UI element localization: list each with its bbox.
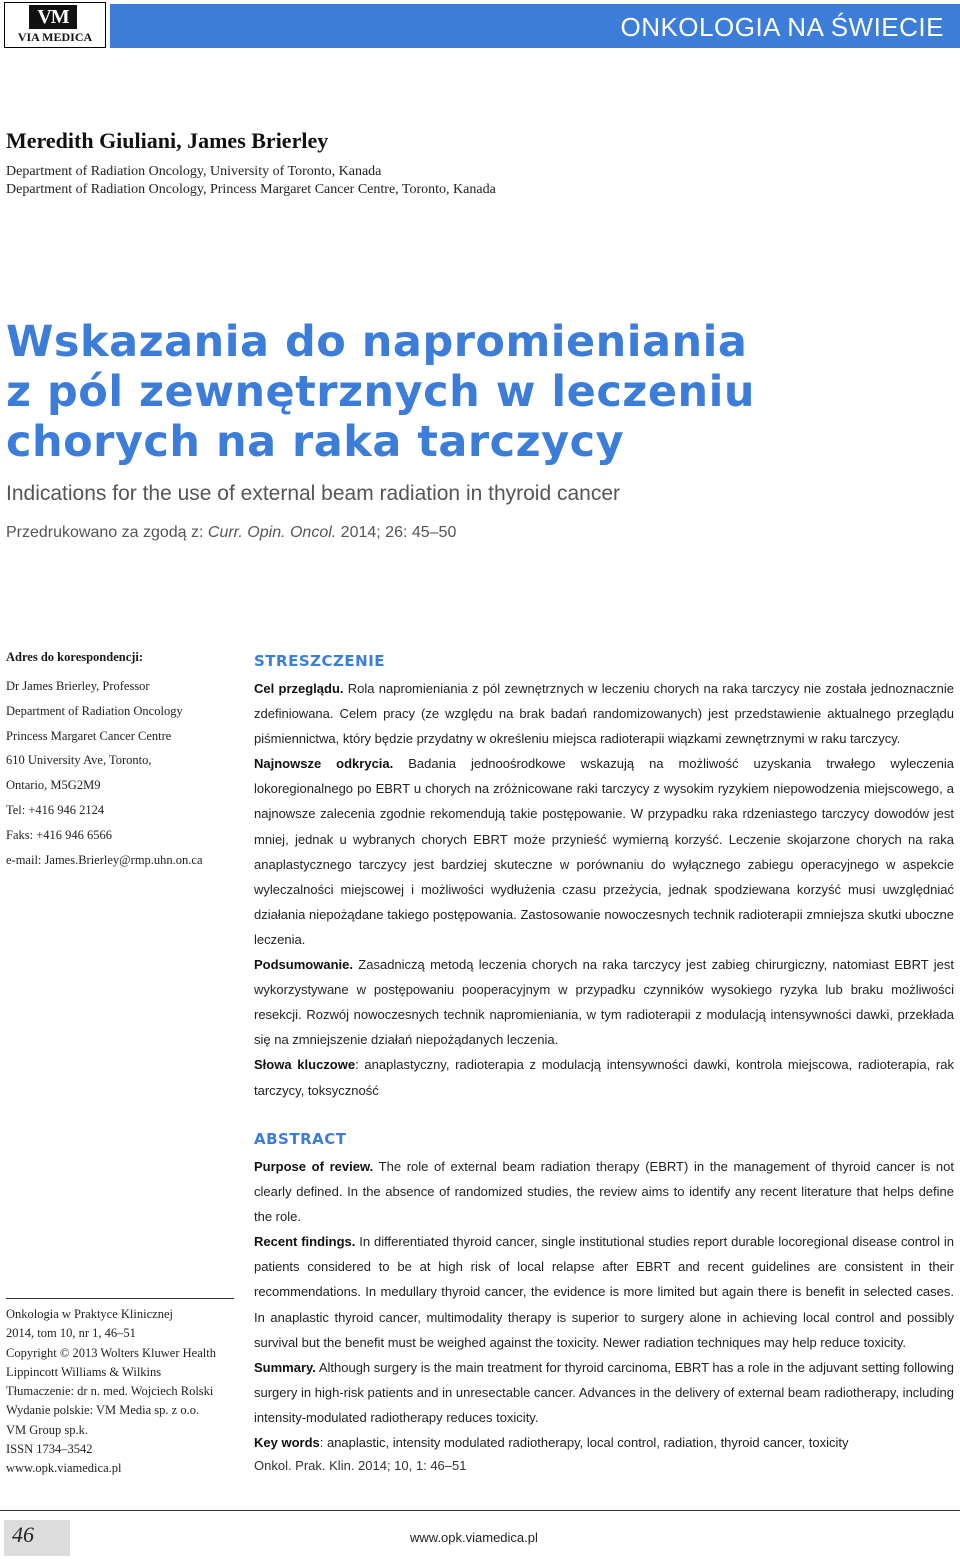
abstract-section	[254, 1130, 954, 1455]
publication-line: 2014, tom 10, nr 1, 46–51	[6, 1326, 136, 1341]
article-subtitle: Indications for the use of external beam radiation in thyroid cancer	[6, 482, 621, 505]
publication-line: ISSN 1734–3542	[6, 1442, 93, 1457]
correspondence-block	[6, 650, 231, 877]
abstract-paragraph: Purpose of review. The role of external beam radiation therapy (EBRT) in the management of thyroid cancer is not clearly defined. In the absence of randomized studies, the review aims to identify any recent literature that helps define the role.	[254, 1159, 954, 1225]
article-title-line: z pól zewnętrznych w leczeniu	[6, 367, 755, 417]
footer-url: www.opk.viamedica.pl	[410, 1530, 538, 1545]
via-medica-logo	[4, 2, 106, 48]
streszczenie-section	[254, 652, 954, 1103]
correspondence-heading: Adres do korespondencji:	[6, 650, 144, 664]
logo-text: VIA MEDICA	[17, 30, 93, 44]
article-title-line: chorych na raka tarczycy	[6, 417, 625, 467]
streszczenie-paragraph: Najnowsze odkrycia. Badania jednoośrodkowe wskazują na możliwość uzyskania trwałego wyleczenia lokoregionalnego po EBRT u chorych na zróżnicowane raki tarczycy z wysokim ryzykiem niepowodzenia miejscowego, a najnowsze zalecenia zgodnie rekomendują takie postępowanie. W przypadku raka rdzeniastego tarczycy dowodów jest mniej, jednak u wybranych chorych EBRT może przynieść wymierną korzyść. Leczenie skojarzone chorych na raka anaplastycznego tarczycy jest bardziej skuteczne w porównaniu do wyłącznego zabiegu operacyjnego w aspekcie wyleczalności miejscowej i możliwości wydłużenia czasu przeżycia, jednak spodziewana korzyść musi uwzględniać działania niepożądane takiego postępowania. Zastosowanie nowoczesnych technik radioterapii zmniejsza skutki uboczne leczenia.	[254, 756, 954, 947]
logo-mark: VM	[29, 5, 77, 29]
publication-line: Lippincott Williams & Wilkins	[6, 1364, 162, 1379]
affiliation: Department of Radiation Oncology, University of Toronto, Kanada	[6, 164, 382, 179]
publication-line: Copyright © 2013 Wolters Kluwer Health	[6, 1345, 216, 1360]
streszczenie-keywords: Słowa kluczowe: anaplastyczny, radioterapia z modulacją intensywności dawki, kontrola miejscowa, radioterapia, rak tarczycy, toksyczność	[254, 1057, 954, 1098]
reprint-note: Przedrukowano za zgodą z: Curr. Opin. Oncol. 2014; 26: 45–50	[6, 524, 457, 541]
correspondence-email: e-mail: James.Brierley@rmp.uhn.on.ca	[6, 852, 203, 867]
section-title: ONKOLOGIA NA ŚWIECIE	[620, 12, 944, 42]
abstract-heading: ABSTRACT	[254, 1130, 347, 1148]
page-header	[0, 0, 960, 50]
streszczenie-paragraph: Podsumowanie. Zasadniczą metodą leczenia chorych na raka tarczycy jest zabieg chirurgiczny, natomiast EBRT jest wykorzystywane w postępowaniu pooperacyjnym w przypadku czynników wysokiego ryzyka lub braku możliwości resekcji. Rozwój nowoczesnych technik napromieniania, w tym radioterapii z modulacją intensywności dawki, przekłada się na zmniejszenie działań niepożądanych leczenia.	[254, 957, 954, 1048]
publication-divider	[6, 1298, 234, 1299]
page-number-box	[4, 1520, 70, 1556]
correspondence-line: Princess Margaret Cancer Centre	[6, 728, 172, 743]
abstract-paragraph: Recent findings. In differentiated thyroid cancer, single institutional studies report durable locoregional disease control in patients considered to be at high risk of local relapse after EBRT and recent guidelines are consistent in their recommendations. In medullary thyroid cancer, the evidence is more limited but again there is benefit in selected cases. In anaplastic thyroid cancer, multimodality therapy is superior to surgery alone in achieving local control and possibly survival but the benefit must be weighed against the toxicity. Newer radiation techniques may help reduce toxicity.	[254, 1234, 954, 1350]
journal-citation: Onkol. Prak. Klin. 2014; 10, 1: 46–51	[254, 1458, 467, 1473]
article-title-line: Wskazania do napromieniania	[6, 317, 748, 367]
page-number: 46	[12, 1522, 34, 1547]
correspondence-line: Tel: +416 946 2124	[6, 802, 105, 817]
authors: Meredith Giuliani, James Brierley	[6, 128, 329, 153]
streszczenie-paragraph: Cel przeglądu. Rola napromieniania z pól zewnętrznych w leczeniu chorych na raka tarczycy nie została jednoznacznie zdefiniowana. Celem pracy (ze względu na brak badań randomizowanych) jest przedstawienie aktualnego przeglądu piśmiennictwa, który będzie przydatny w określeniu miejsca radioterapii wiązkami zewnętrznymi w raku tarczycy.	[254, 681, 954, 747]
publication-line: Onkologia w Praktyce Klinicznej	[6, 1307, 173, 1321]
footer-divider	[0, 1510, 960, 1511]
publication-line: Tłumaczenie: dr n. med. Wojciech Rolski	[6, 1384, 214, 1399]
publication-info	[6, 1307, 236, 1481]
correspondence-line: Department of Radiation Oncology	[6, 703, 183, 718]
section-banner	[110, 4, 960, 48]
abstract-paragraph: Summary. Although surgery is the main treatment for thyroid carcinoma, EBRT has a role in the adjuvant setting following surgery in high-risk patients and in unresectable cancer. Advances in the delivery of external beam radiotherapy, including intensity-modulated radiotherapy reduces toxicity.	[254, 1359, 954, 1425]
publication-line: Wydanie polskie: VM Media sp. z o.o.	[6, 1403, 200, 1418]
publication-url: www.opk.viamedica.pl	[6, 1461, 122, 1476]
correspondence-line: 610 University Ave, Toronto,	[6, 753, 152, 768]
affiliation: Department of Radiation Oncology, Princess Margaret Cancer Centre, Toronto, Kanada	[6, 182, 496, 197]
correspondence-line: Ontario, M5G2M9	[6, 778, 101, 793]
streszczenie-heading: STRESZCZENIE	[254, 652, 386, 670]
abstract-keywords: Key words: anaplastic, intensity modulated radiotherapy, local control, radiation, thyroid cancer, toxicity	[254, 1435, 849, 1451]
correspondence-line: Faks: +416 946 6566	[6, 827, 113, 842]
publication-line: VM Group sp.k.	[6, 1422, 88, 1437]
correspondence-line: Dr James Brierley, Professor	[6, 679, 150, 693]
